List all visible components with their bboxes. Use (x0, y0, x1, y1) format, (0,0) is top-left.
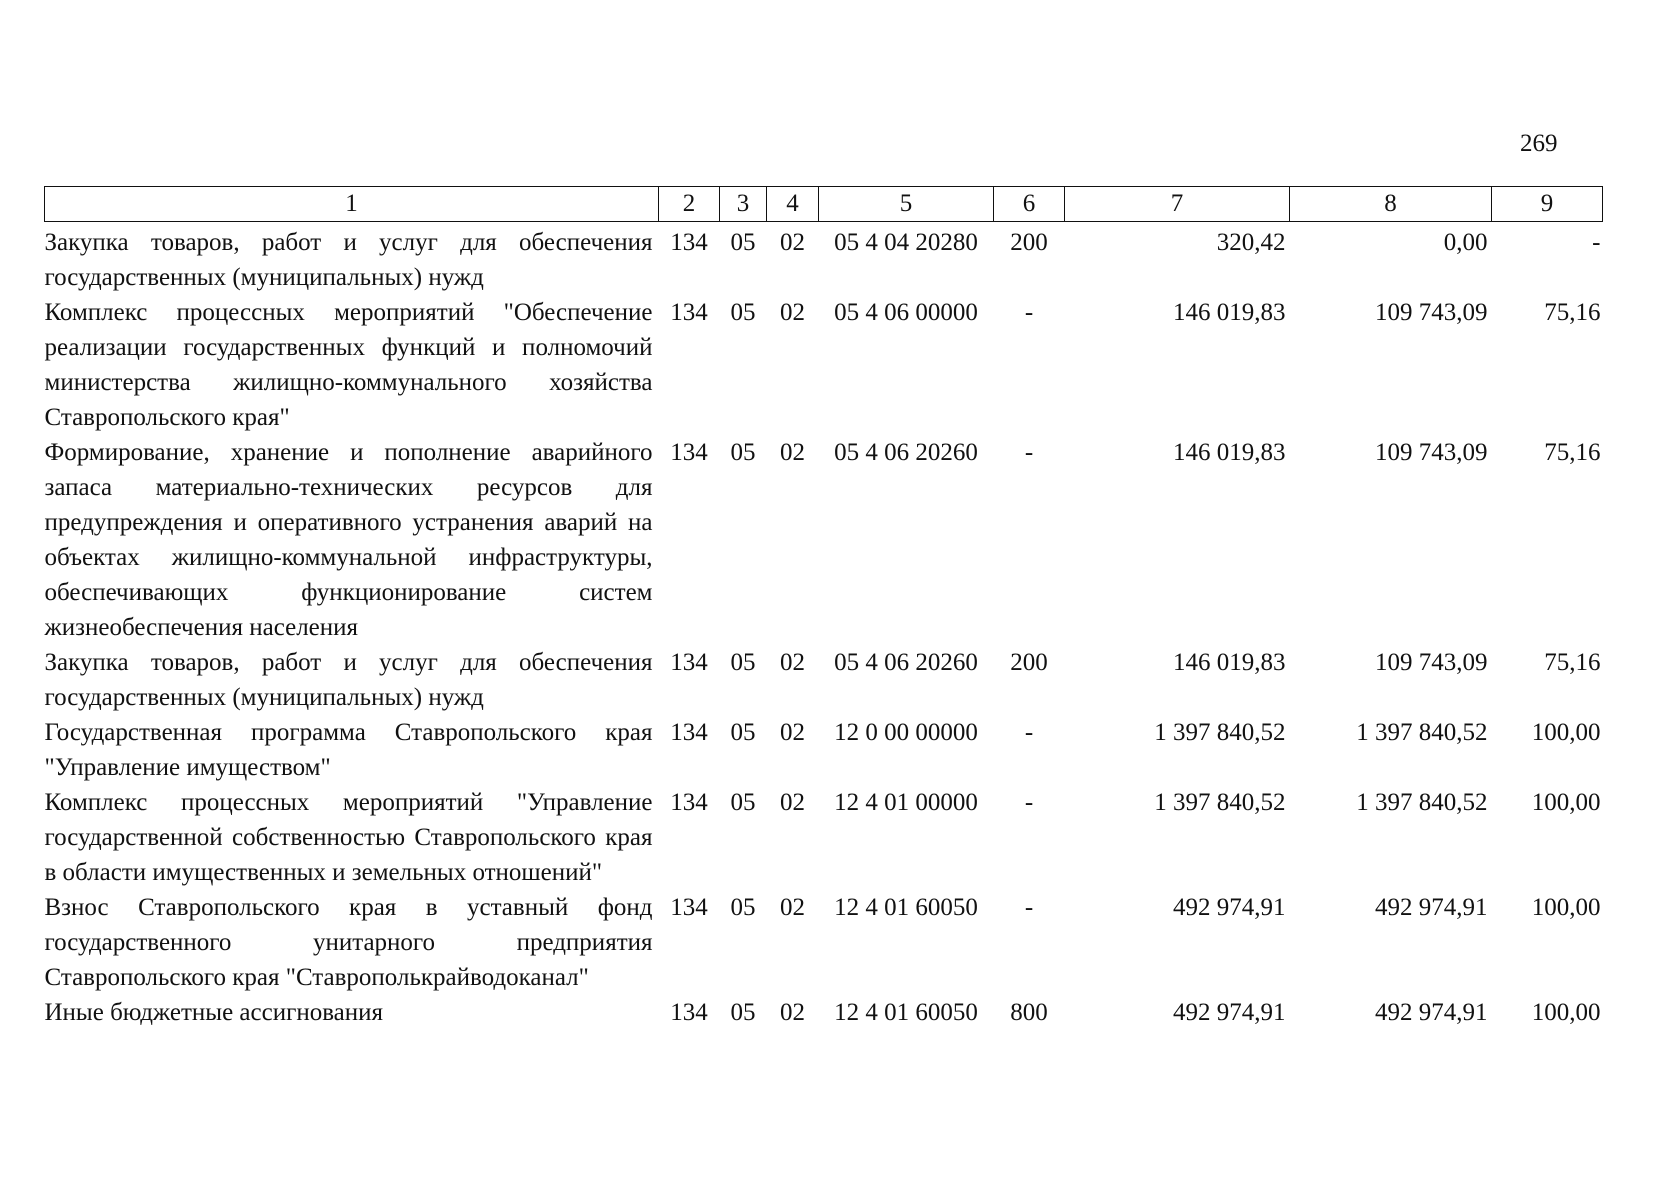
cell-col5: 12 4 01 60050 (834, 894, 978, 921)
cell-col9: 100,00 (1531, 719, 1601, 746)
cell-col8: 109 743,09 (1375, 649, 1488, 676)
cell-col2: 134 (670, 999, 708, 1026)
table-row (45, 222, 1603, 296)
cell-col2: 134 (670, 649, 708, 676)
column-header-6: 6 (994, 187, 1065, 222)
table-row (45, 645, 1603, 715)
cell-col8: 492 974,91 (1375, 999, 1488, 1026)
cell-col4: 02 (780, 719, 805, 746)
cell-col9: 75,16 (1544, 649, 1601, 676)
cell-col8: 1 397 840,52 (1356, 719, 1488, 746)
cell-col7: 492 974,91 (1173, 894, 1286, 921)
cell-col3: 05 (730, 299, 756, 326)
cell-col9: 75,16 (1544, 299, 1601, 326)
column-header-2: 2 (659, 187, 720, 222)
cell-col6: - (1024, 789, 1034, 816)
cell-col8: 1 397 840,52 (1356, 789, 1488, 816)
cell-col6: 200 (1010, 649, 1048, 676)
cell-col7: 146 019,83 (1173, 649, 1286, 676)
cell-col5: 05 4 06 20260 (834, 439, 978, 466)
cell-col9: - (1592, 229, 1601, 256)
cell-col9: 100,00 (1531, 789, 1601, 816)
column-header-9: 9 (1492, 187, 1603, 222)
cell-col8: 0,00 (1443, 229, 1488, 256)
cell-col5: 05 4 06 00000 (834, 299, 978, 326)
column-header-8: 8 (1290, 187, 1492, 222)
cell-col3: 05 (730, 649, 756, 676)
cell-col4: 02 (780, 649, 805, 676)
cell-col9: 75,16 (1544, 439, 1601, 466)
cell-col9: 100,00 (1531, 894, 1601, 921)
cell-col8: 492 974,91 (1375, 894, 1488, 921)
budget-table (44, 186, 1603, 1030)
cell-col6: - (1024, 719, 1034, 746)
row-name: Иные бюджетные ассигнования (44, 999, 384, 1026)
cell-col4: 02 (780, 229, 805, 256)
header-row (45, 187, 1603, 222)
column-header-4: 4 (767, 187, 819, 222)
cell-col2: 134 (670, 719, 708, 746)
cell-col6: - (1024, 439, 1034, 466)
cell-col9: 100,00 (1531, 999, 1601, 1026)
column-header-7: 7 (1065, 187, 1290, 222)
row-name: Комплекс процессных мероприятий "Обеспечение реализации государственных функций и полномочий министерства жилищно-коммунального хозяйства Ставропольского края" (44, 299, 653, 431)
cell-col5: 12 4 01 00000 (834, 789, 978, 816)
cell-col4: 02 (780, 299, 805, 326)
cell-col2: 134 (670, 789, 708, 816)
table-row (45, 715, 1603, 785)
table-row (45, 785, 1603, 890)
row-name: Комплекс процессных мероприятий "Управление государственной собственностью Ставропольского края в области имущественных и земельных отношений" (44, 789, 653, 886)
cell-col2: 134 (670, 439, 708, 466)
table-row (45, 295, 1603, 435)
column-header-5: 5 (819, 187, 994, 222)
cell-col3: 05 (730, 999, 756, 1026)
cell-col7: 1 397 840,52 (1154, 719, 1286, 746)
cell-col7: 146 019,83 (1173, 439, 1286, 466)
row-name: Государственная программа Ставропольского края "Управление имуществом" (44, 719, 653, 781)
table-row (45, 995, 1603, 1030)
cell-col7: 492 974,91 (1173, 999, 1286, 1026)
cell-col7: 1 397 840,52 (1154, 789, 1286, 816)
cell-col2: 134 (670, 299, 708, 326)
page-number: 269 (1520, 130, 1558, 157)
cell-col5: 05 4 06 20260 (834, 649, 978, 676)
cell-col2: 134 (670, 229, 708, 256)
cell-col5: 12 0 00 00000 (834, 719, 978, 746)
row-name: Закупка товаров, работ и услуг для обеспечения государственных (муниципальных) нужд (44, 649, 653, 711)
column-header-3: 3 (720, 187, 767, 222)
cell-col3: 05 (730, 719, 756, 746)
cell-col7: 320,42 (1216, 229, 1286, 256)
cell-col6: - (1024, 299, 1034, 326)
cell-col3: 05 (730, 789, 756, 816)
cell-col4: 02 (780, 439, 805, 466)
column-header-1: 1 (45, 187, 659, 222)
cell-col8: 109 743,09 (1375, 439, 1488, 466)
cell-col3: 05 (730, 229, 756, 256)
table-row (45, 435, 1603, 645)
table-header (45, 187, 1603, 222)
cell-col6: - (1024, 894, 1034, 921)
cell-col7: 146 019,83 (1173, 299, 1286, 326)
cell-col5: 05 4 04 20280 (834, 229, 978, 256)
cell-col3: 05 (730, 894, 756, 921)
cell-col4: 02 (780, 999, 805, 1026)
cell-col2: 134 (670, 894, 708, 921)
cell-col3: 05 (730, 439, 756, 466)
table-row (45, 890, 1603, 995)
cell-col4: 02 (780, 894, 805, 921)
cell-col4: 02 (780, 789, 805, 816)
cell-col8: 109 743,09 (1375, 299, 1488, 326)
row-name: Закупка товаров, работ и услуг для обеспечения государственных (муниципальных) нужд (44, 229, 653, 291)
cell-col5: 12 4 01 60050 (834, 999, 978, 1026)
table-body (45, 222, 1603, 1031)
cell-col6: 800 (1010, 999, 1048, 1026)
row-name: Формирование, хранение и пополнение аварийного запаса материально-технических ресурсов для предупреждения и оперативного устранения аварий на объектах жилищно-коммунальной инфраструктуры, обеспечивающих функционирование систем жизнеобеспечения населения (44, 439, 653, 641)
row-name: Взнос Ставропольского края в уставный фонд государственного унитарного предприятия Ставропольского края "Ставрополькрайводоканал" (44, 894, 653, 991)
cell-col6: 200 (1010, 229, 1048, 256)
